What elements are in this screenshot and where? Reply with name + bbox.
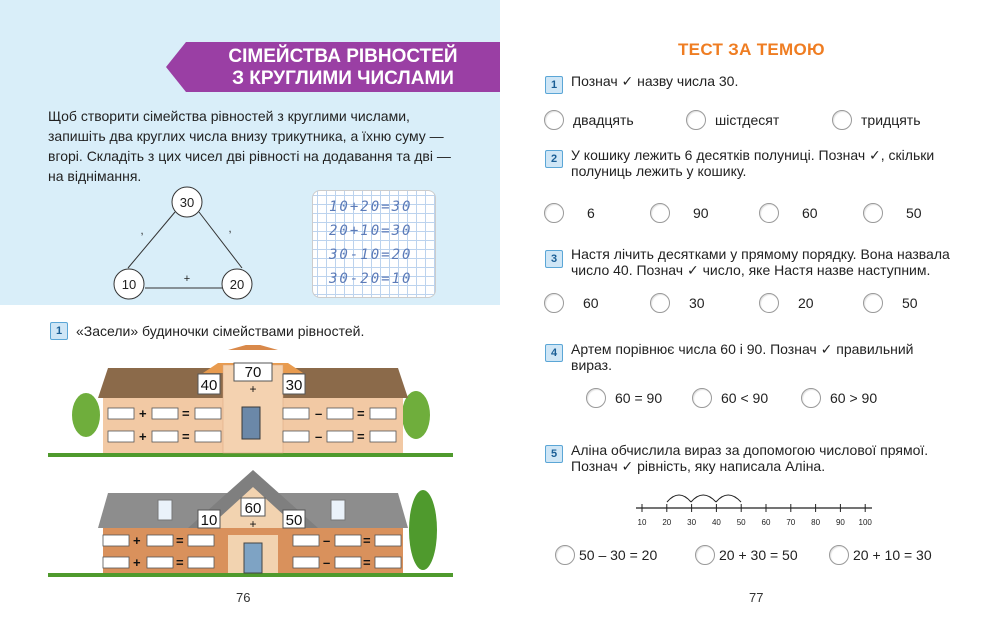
q2-option-3-label: 60 xyxy=(802,205,818,221)
number-line-tick-label: 30 xyxy=(687,518,697,527)
question-4-text-line1: Артем порівнює числа 60 і 90. Познач ✓ правильний xyxy=(571,341,914,357)
question-5-text-line2: Познач ✓ рівність, яку написала Аліна. xyxy=(571,458,826,474)
bush-left xyxy=(72,393,100,437)
intro-text: Щоб створити сімейства рівностей з круглими числами, запишіть два круглих числа внизу трикутника, а їхню суму — вгорі. Складіть з цих чисел дві рівності на додавання та дві — на віднімання. xyxy=(48,108,451,184)
q2-option-1[interactable] xyxy=(544,203,595,223)
house1-top-value: 70 xyxy=(244,364,262,381)
house2-dormer-right xyxy=(331,500,345,520)
houses-illustration xyxy=(48,345,458,580)
equation-line-4: 30-20=10 xyxy=(329,271,413,287)
banner-title-line2: З КРУГЛИМИ ЧИСЛАМИ xyxy=(232,68,454,89)
triangle-right-sign: , xyxy=(228,223,232,235)
house1-door xyxy=(242,407,260,439)
q5-option-3-label: 20 + 10 = 30 xyxy=(853,547,932,563)
q4-option-2-label: 60 < 90 xyxy=(721,390,769,406)
page-number-right: 77 xyxy=(749,590,764,605)
house1-right-value: 30 xyxy=(285,377,303,394)
number-family-triangle xyxy=(112,186,262,304)
svg-text:–: – xyxy=(315,429,323,444)
house1-plus: + xyxy=(249,382,257,396)
number-line-tick-label: 50 xyxy=(736,518,746,527)
q5-option-1[interactable] xyxy=(555,545,657,565)
triangle-top-value: 30 xyxy=(179,195,195,210)
svg-text:–: – xyxy=(323,533,331,548)
tree-right xyxy=(409,490,437,570)
radio-circle[interactable] xyxy=(650,203,670,223)
triangle-left-sign: , xyxy=(140,225,144,237)
house2-door xyxy=(244,543,262,573)
q3-option-2-label: 30 xyxy=(689,295,705,311)
radio-circle[interactable] xyxy=(863,203,883,223)
svg-text:=: = xyxy=(176,533,184,548)
q3-option-2[interactable] xyxy=(650,293,705,313)
question-2-badge: 2 xyxy=(545,150,563,168)
svg-text:+: + xyxy=(133,533,141,548)
question-4-text-line2: вираз. xyxy=(571,357,612,373)
radio-circle[interactable] xyxy=(555,545,575,565)
q1-option-2[interactable] xyxy=(686,110,779,130)
question-1-badge: 1 xyxy=(545,76,563,94)
radio-circle[interactable] xyxy=(686,110,706,130)
equation-line-1: 10+20=30 xyxy=(329,199,413,215)
number-line-tick-label: 10 xyxy=(637,518,647,527)
q5-option-3[interactable] xyxy=(829,545,932,565)
svg-text:=: = xyxy=(363,533,371,548)
q4-option-2[interactable] xyxy=(692,388,768,408)
svg-text:=: = xyxy=(357,429,365,444)
svg-text:=: = xyxy=(182,429,190,444)
question-3-badge: 3 xyxy=(545,250,563,268)
question-1-text: Познач ✓ назву числа 30. xyxy=(571,73,739,89)
number-line-tick-label: 40 xyxy=(711,518,721,527)
question-3-text-line1: Настя лічить десятками у прямому порядку. Вона назвала xyxy=(571,246,950,262)
triangle-plus-sign: + xyxy=(183,273,191,285)
q5-option-2[interactable] xyxy=(695,545,798,565)
house1-left-value: 40 xyxy=(200,377,218,394)
q5-option-1-label: 50 – 30 = 20 xyxy=(579,547,658,563)
svg-text:=: = xyxy=(176,555,184,570)
svg-text:=: = xyxy=(363,555,371,570)
q3-option-4-label: 50 xyxy=(902,295,918,311)
bush-right xyxy=(402,391,430,439)
banner-title-line1: СІМЕЙСТВА РІВНОСТЕЙ xyxy=(228,46,458,67)
q4-option-3[interactable] xyxy=(801,388,877,408)
q1-option-3[interactable] xyxy=(832,110,921,130)
q2-option-3[interactable] xyxy=(759,203,818,223)
banner-title xyxy=(186,46,500,90)
q3-option-3[interactable] xyxy=(759,293,814,313)
question-2-text-line2: полуниць лежить у кошику. xyxy=(571,163,747,179)
house2-plus: + xyxy=(249,517,257,531)
triangle-right-value: 20 xyxy=(229,277,245,292)
svg-text:=: = xyxy=(357,406,365,421)
number-line-tick-label: 70 xyxy=(786,518,796,527)
radio-circle[interactable] xyxy=(586,388,606,408)
radio-circle[interactable] xyxy=(544,293,564,313)
number-line-tick-label: 80 xyxy=(811,518,821,527)
question-5-text-line1: Аліна обчислила вираз за допомогою числової прямої. xyxy=(571,442,929,458)
page-number-left: 76 xyxy=(236,590,251,605)
example-equations-card xyxy=(312,190,436,298)
radio-circle[interactable] xyxy=(801,388,821,408)
house2-left-value: 10 xyxy=(200,512,218,529)
number-line xyxy=(632,490,877,530)
jump-arc-1 xyxy=(667,495,691,502)
house2-right-value: 50 xyxy=(285,512,303,529)
q2-option-2-label: 90 xyxy=(693,205,709,221)
question-5-badge: 5 xyxy=(545,445,563,463)
q2-option-4[interactable] xyxy=(863,203,922,223)
q4-option-1-label: 60 = 90 xyxy=(615,390,663,406)
radio-circle[interactable] xyxy=(759,203,779,223)
equation-line-3: 30-10=20 xyxy=(329,247,413,263)
q1-option-1-label: двадцять xyxy=(573,112,634,128)
radio-circle[interactable] xyxy=(829,545,849,565)
ground-line xyxy=(48,453,453,457)
svg-text:+: + xyxy=(133,555,141,570)
radio-circle[interactable] xyxy=(692,388,712,408)
radio-circle[interactable] xyxy=(695,545,715,565)
radio-circle[interactable] xyxy=(544,203,564,223)
number-line-tick-label: 100 xyxy=(858,518,872,527)
task-instruction: «Засели» будиночки сімействами рівностей. xyxy=(76,323,365,339)
house2-dormer-left xyxy=(158,500,172,520)
q2-option-1-label: 6 xyxy=(587,205,595,221)
radio-circle[interactable] xyxy=(544,110,564,130)
section-banner xyxy=(166,42,500,92)
radio-circle[interactable] xyxy=(759,293,779,313)
test-title: ТЕСТ ЗА ТЕМОЮ xyxy=(678,40,825,59)
task-number-badge: 1 xyxy=(50,322,68,340)
svg-text:–: – xyxy=(315,406,323,421)
radio-circle[interactable] xyxy=(832,110,852,130)
svg-text:–: – xyxy=(323,555,331,570)
q2-option-4-label: 50 xyxy=(906,205,922,221)
jump-arc-3 xyxy=(716,495,741,502)
svg-text:=: = xyxy=(182,406,190,421)
q3-option-4[interactable] xyxy=(863,293,918,313)
triangle-left-value: 10 xyxy=(121,277,137,292)
question-2-text-line1: У кошику лежить 6 десятків полуниці. Познач ✓, скільки xyxy=(571,147,935,163)
q3-option-1[interactable] xyxy=(544,293,599,313)
number-line-tick-label: 90 xyxy=(835,518,845,527)
radio-circle[interactable] xyxy=(650,293,670,313)
q1-option-1[interactable] xyxy=(544,110,634,130)
q4-option-1[interactable] xyxy=(586,388,662,408)
q1-option-2-label: шістдесят xyxy=(715,112,780,128)
q3-option-3-label: 20 xyxy=(798,295,814,311)
radio-circle[interactable] xyxy=(863,293,883,313)
ground-line-2 xyxy=(48,573,453,577)
q3-option-1-label: 60 xyxy=(583,295,599,311)
q1-option-3-label: тридцять xyxy=(861,112,921,128)
equation-line-2: 20+10=30 xyxy=(329,223,413,239)
house2-top-value: 60 xyxy=(244,500,262,517)
question-3-text-line2: число 40. Познач ✓ число, яке Настя назве наступним. xyxy=(571,262,931,278)
q5-option-2-label: 20 + 30 = 50 xyxy=(719,547,798,563)
number-line-tick-label: 60 xyxy=(761,518,771,527)
jump-arc-2 xyxy=(691,495,716,502)
svg-text:+: + xyxy=(139,406,147,421)
q4-option-3-label: 60 > 90 xyxy=(830,390,878,406)
question-4-badge: 4 xyxy=(545,344,563,362)
svg-text:+: + xyxy=(139,429,147,444)
number-line-tick-label: 20 xyxy=(662,518,672,527)
q2-option-2[interactable] xyxy=(650,203,709,223)
